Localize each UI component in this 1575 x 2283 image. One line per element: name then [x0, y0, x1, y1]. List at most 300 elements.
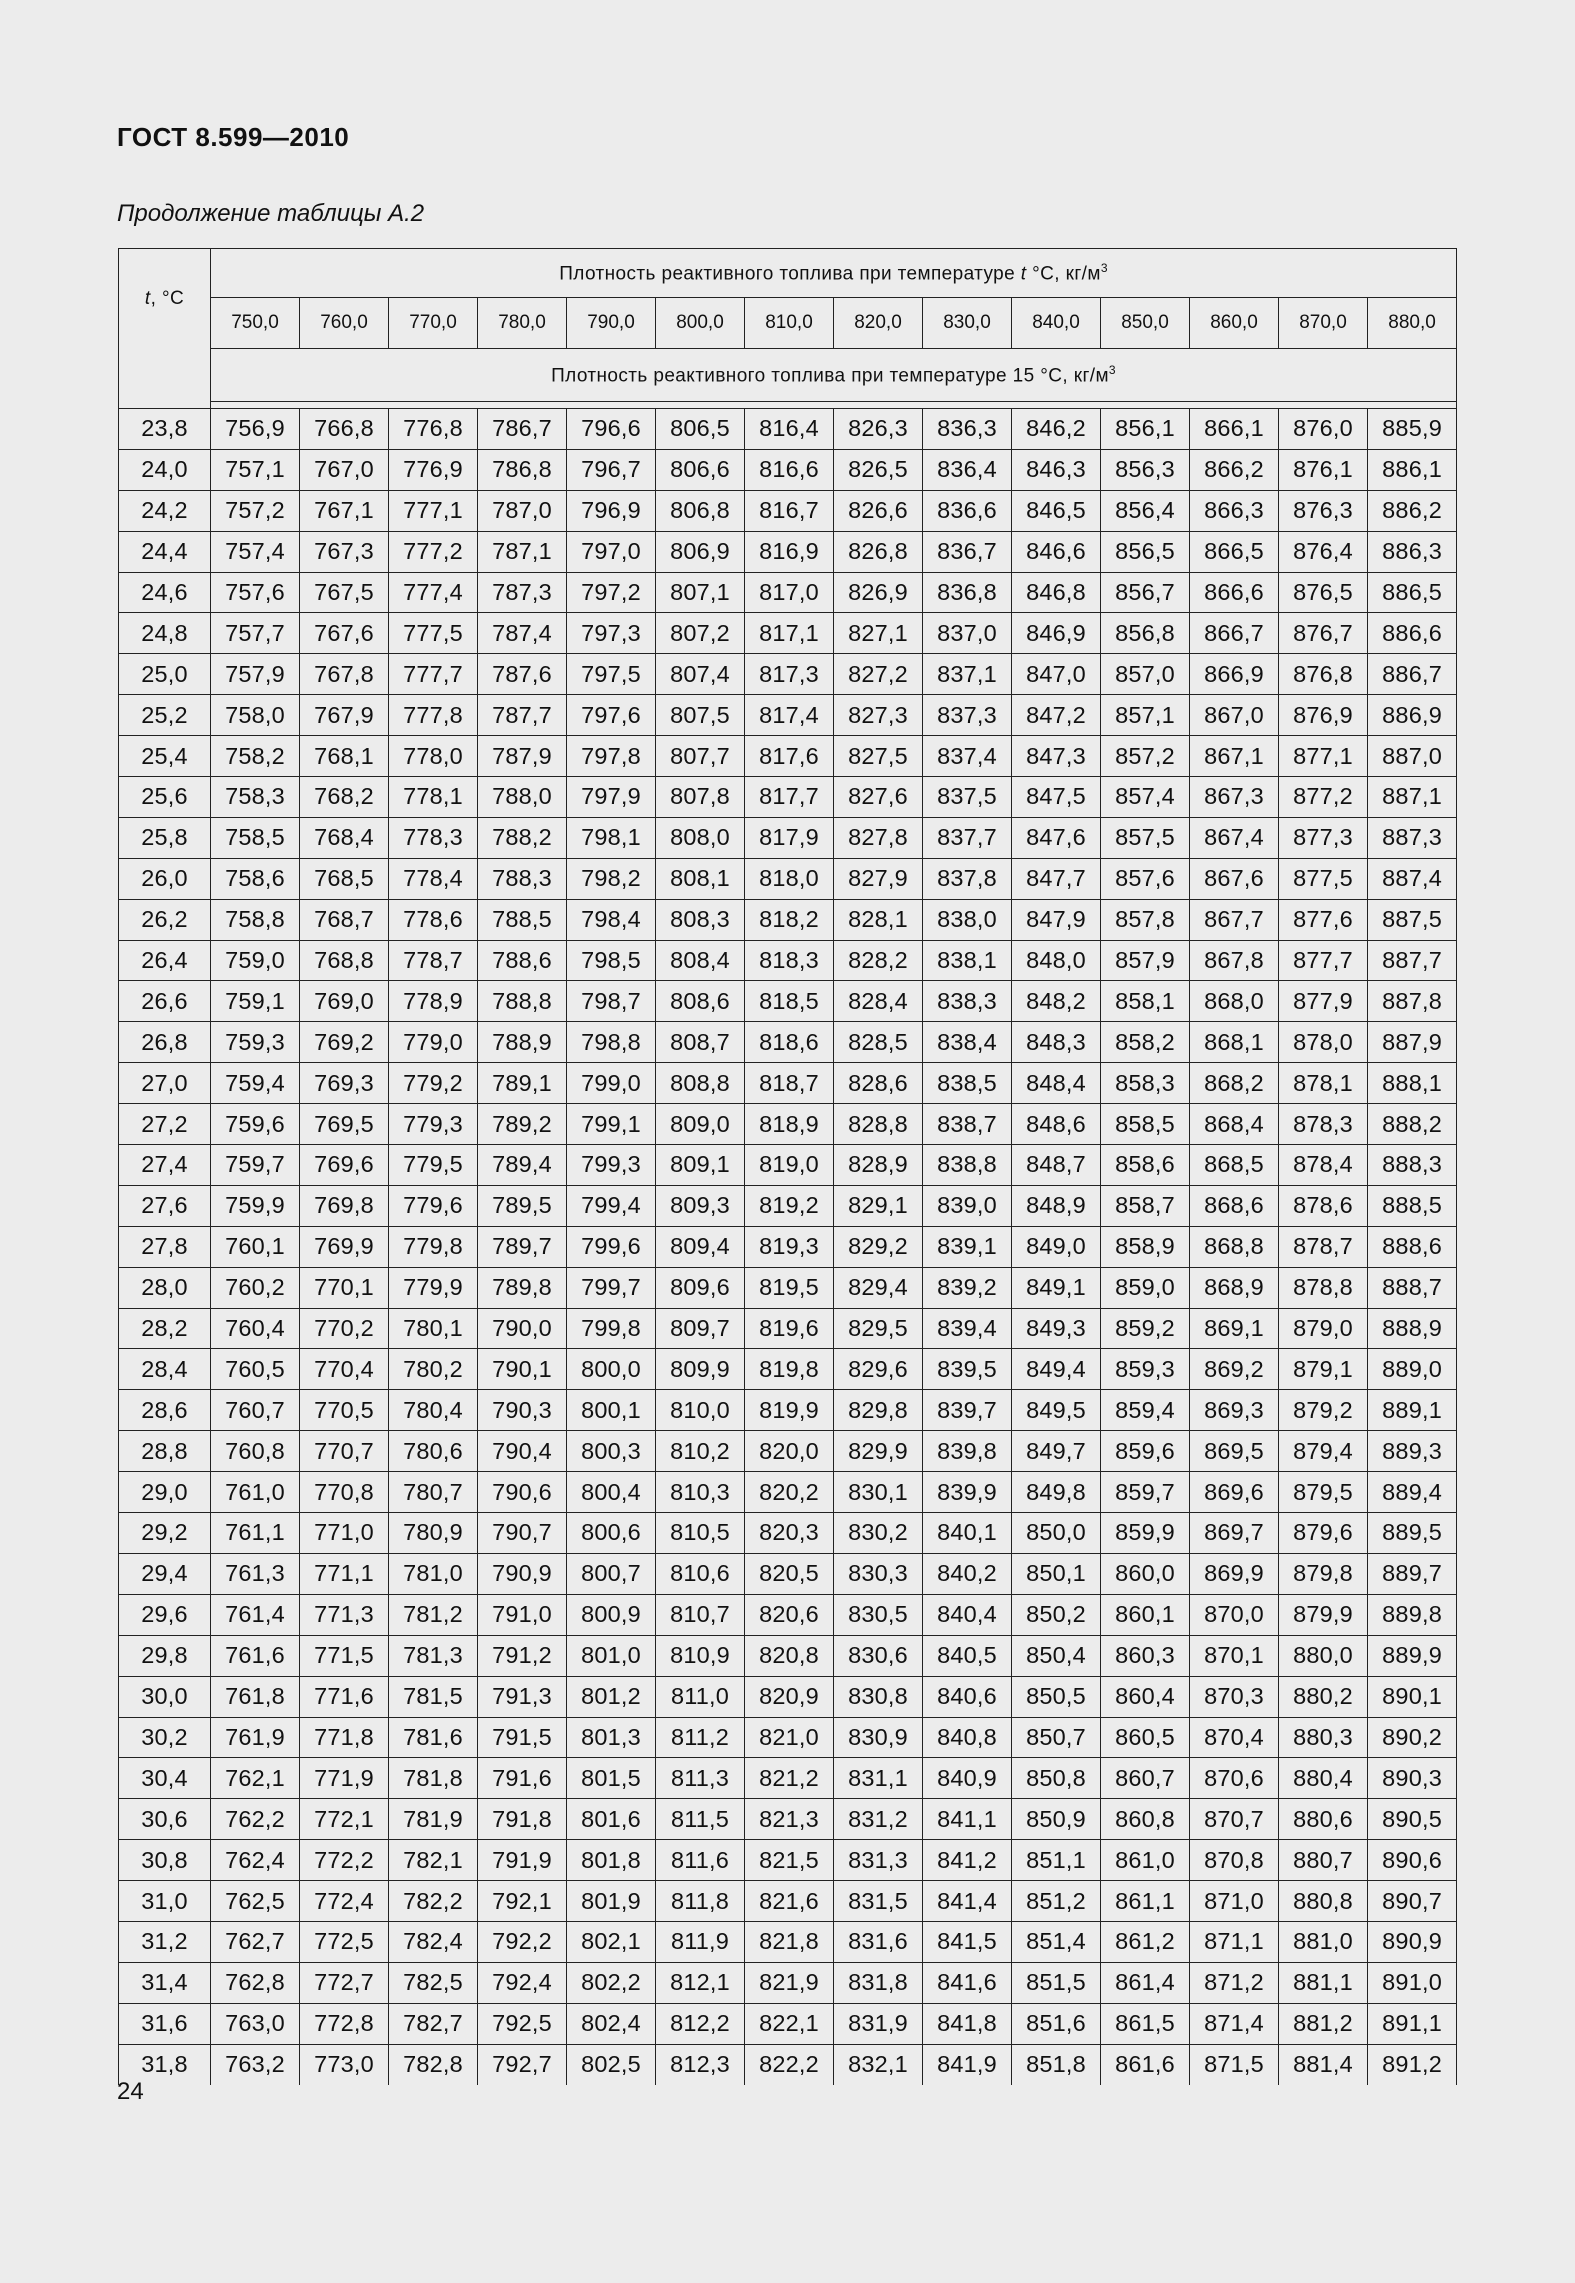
density-cell: 841,4 [923, 1881, 1012, 1922]
density-cell: 760,7 [211, 1390, 300, 1431]
density-cell: 869,7 [1190, 1513, 1279, 1554]
density-cell: 847,3 [1012, 736, 1101, 777]
table-row [119, 613, 1457, 654]
table-row [119, 1962, 1457, 2003]
density-cell: 889,3 [1368, 1431, 1457, 1472]
density-cell: 806,5 [656, 409, 745, 450]
density-cell: 787,1 [478, 531, 567, 572]
density-cell: 857,2 [1101, 736, 1190, 777]
density-cell: 800,6 [567, 1513, 656, 1554]
temperature-cell: 27,2 [119, 1104, 211, 1145]
temperature-cell: 31,0 [119, 1881, 211, 1922]
temperature-cell: 28,4 [119, 1349, 211, 1390]
density-cell: 859,2 [1101, 1308, 1190, 1349]
density-cell: 850,8 [1012, 1758, 1101, 1799]
density-cell: 778,0 [389, 736, 478, 777]
density-cell: 876,5 [1279, 572, 1368, 613]
table-caption: Продолжение таблицы А.2 [117, 200, 425, 227]
density-cell: 787,7 [478, 695, 567, 736]
density-cell: 769,5 [300, 1104, 389, 1145]
density-cell: 770,5 [300, 1390, 389, 1431]
density-cell: 850,1 [1012, 1553, 1101, 1594]
temperature-cell: 24,0 [119, 449, 211, 490]
column-header-value: 810,0 [745, 298, 834, 349]
density-cell: 870,8 [1190, 1840, 1279, 1881]
density-cell: 786,8 [478, 449, 567, 490]
density-cell: 788,2 [478, 817, 567, 858]
density-cell: 798,1 [567, 817, 656, 858]
table-row [119, 2044, 1457, 2084]
density-cell: 891,0 [1368, 1962, 1457, 2003]
density-cell: 858,5 [1101, 1104, 1190, 1145]
density-cell: 829,8 [834, 1390, 923, 1431]
density-cell: 829,2 [834, 1226, 923, 1267]
density-cell: 792,7 [478, 2044, 567, 2084]
density-cell: 829,6 [834, 1349, 923, 1390]
density-cell: 767,0 [300, 449, 389, 490]
density-cell: 781,5 [389, 1676, 478, 1717]
density-cell: 817,9 [745, 817, 834, 858]
density-cell: 856,7 [1101, 572, 1190, 613]
density-cell: 780,7 [389, 1472, 478, 1513]
density-cell: 891,1 [1368, 2003, 1457, 2044]
density-cell: 822,1 [745, 2003, 834, 2044]
density-cell: 791,0 [478, 1594, 567, 1635]
density-cell: 871,4 [1190, 2003, 1279, 2044]
density-cell: 828,6 [834, 1063, 923, 1104]
density-cell: 819,8 [745, 1349, 834, 1390]
table-row [119, 736, 1457, 777]
density-cell: 818,3 [745, 940, 834, 981]
density-cell: 787,6 [478, 654, 567, 695]
density-cell: 771,5 [300, 1635, 389, 1676]
density-cell: 762,4 [211, 1840, 300, 1881]
temperature-cell: 25,0 [119, 654, 211, 695]
density-cell: 850,7 [1012, 1717, 1101, 1758]
density-cell: 796,7 [567, 449, 656, 490]
density-cell: 777,1 [389, 490, 478, 531]
density-cell: 866,2 [1190, 449, 1279, 490]
density-cell: 827,5 [834, 736, 923, 777]
density-cell: 868,2 [1190, 1063, 1279, 1104]
density-cell: 860,0 [1101, 1553, 1190, 1594]
density-cell: 791,8 [478, 1799, 567, 1840]
density-cell: 792,5 [478, 2003, 567, 2044]
density-cell: 836,3 [923, 409, 1012, 450]
density-cell: 761,9 [211, 1717, 300, 1758]
density-cell: 879,0 [1279, 1308, 1368, 1349]
density-cell: 797,9 [567, 777, 656, 818]
density-cell: 860,4 [1101, 1676, 1190, 1717]
density-cell: 877,7 [1279, 940, 1368, 981]
density-cell: 788,6 [478, 940, 567, 981]
density-cell: 836,6 [923, 490, 1012, 531]
density-cell: 868,9 [1190, 1267, 1279, 1308]
density-cell: 790,3 [478, 1390, 567, 1431]
density-cell: 800,0 [567, 1349, 656, 1390]
density-cell: 869,9 [1190, 1553, 1279, 1594]
density-cell: 890,9 [1368, 1921, 1457, 1962]
density-cell: 771,9 [300, 1758, 389, 1799]
density-cell: 782,7 [389, 2003, 478, 2044]
density-cell: 820,8 [745, 1635, 834, 1676]
density-cell: 789,4 [478, 1145, 567, 1186]
density-cell: 859,3 [1101, 1349, 1190, 1390]
density-cell: 782,8 [389, 2044, 478, 2084]
density-cell: 817,4 [745, 695, 834, 736]
temperature-cell: 27,0 [119, 1063, 211, 1104]
density-cell: 771,6 [300, 1676, 389, 1717]
density-cell: 860,7 [1101, 1758, 1190, 1799]
document-title: ГОСТ 8.599—2010 [117, 122, 350, 152]
temperature-cell: 30,6 [119, 1799, 211, 1840]
table-row [119, 1267, 1457, 1308]
temperature-cell: 24,2 [119, 490, 211, 531]
density-cell: 819,6 [745, 1308, 834, 1349]
density-cell: 829,5 [834, 1308, 923, 1349]
density-cell: 866,5 [1190, 531, 1279, 572]
density-cell: 840,6 [923, 1676, 1012, 1717]
density-cell: 860,8 [1101, 1799, 1190, 1840]
density-cell: 819,9 [745, 1390, 834, 1431]
table-row [119, 1594, 1457, 1635]
density-cell: 779,2 [389, 1063, 478, 1104]
density-cell: 861,5 [1101, 2003, 1190, 2044]
density-cell: 888,6 [1368, 1226, 1457, 1267]
density-cell: 877,5 [1279, 858, 1368, 899]
density-cell: 811,6 [656, 1840, 745, 1881]
density-cell: 846,6 [1012, 531, 1101, 572]
density-cell: 798,7 [567, 981, 656, 1022]
density-cell: 796,6 [567, 409, 656, 450]
density-cell: 851,1 [1012, 1840, 1101, 1881]
density-cell: 867,4 [1190, 817, 1279, 858]
density-cell: 820,5 [745, 1553, 834, 1594]
density-cell: 849,3 [1012, 1308, 1101, 1349]
density-cell: 841,5 [923, 1921, 1012, 1962]
density-cell: 860,3 [1101, 1635, 1190, 1676]
temperature-cell: 27,8 [119, 1226, 211, 1267]
table-row [119, 1513, 1457, 1554]
density-cell: 830,1 [834, 1472, 923, 1513]
density-cell: 779,6 [389, 1185, 478, 1226]
density-cell: 782,5 [389, 1962, 478, 2003]
table-row [119, 1472, 1457, 1513]
column-header-value: 820,0 [834, 298, 923, 349]
density-cell: 767,5 [300, 572, 389, 613]
density-cell: 777,4 [389, 572, 478, 613]
temperature-cell: 28,2 [119, 1308, 211, 1349]
density-cell: 889,1 [1368, 1390, 1457, 1431]
column-header-value: 860,0 [1190, 298, 1279, 349]
density-cell: 776,8 [389, 409, 478, 450]
density-cell: 791,9 [478, 1840, 567, 1881]
density-cell: 778,9 [389, 981, 478, 1022]
density-cell: 817,3 [745, 654, 834, 695]
density-cell: 791,3 [478, 1676, 567, 1717]
density-cell: 761,0 [211, 1472, 300, 1513]
density-cell: 838,7 [923, 1104, 1012, 1145]
density-cell: 801,2 [567, 1676, 656, 1717]
density-cell: 840,5 [923, 1635, 1012, 1676]
density-cell: 839,7 [923, 1390, 1012, 1431]
density-cell: 867,8 [1190, 940, 1279, 981]
density-cell: 807,5 [656, 695, 745, 736]
density-cell: 830,8 [834, 1676, 923, 1717]
density-cell: 890,5 [1368, 1799, 1457, 1840]
density-cell: 836,4 [923, 449, 1012, 490]
density-cell: 778,7 [389, 940, 478, 981]
density-cell: 831,5 [834, 1881, 923, 1922]
density-cell: 880,7 [1279, 1840, 1368, 1881]
density-cell: 831,9 [834, 2003, 923, 2044]
density-cell: 886,3 [1368, 531, 1457, 572]
density-cell: 817,7 [745, 777, 834, 818]
density-cell: 878,3 [1279, 1104, 1368, 1145]
density-cell: 778,3 [389, 817, 478, 858]
density-cell: 857,0 [1101, 654, 1190, 695]
table-row [119, 1022, 1457, 1063]
density-cell: 757,4 [211, 531, 300, 572]
density-cell: 820,2 [745, 1472, 834, 1513]
density-cell: 857,6 [1101, 858, 1190, 899]
density-cell: 871,1 [1190, 1921, 1279, 1962]
temperature-cell: 29,0 [119, 1472, 211, 1513]
temperature-symbol: t [144, 287, 151, 309]
density-cell: 859,4 [1101, 1390, 1190, 1431]
density-cell: 829,4 [834, 1267, 923, 1308]
table-row [119, 1349, 1457, 1390]
density-cell: 789,5 [478, 1185, 567, 1226]
table-row [119, 1840, 1457, 1881]
density-cell: 782,2 [389, 1881, 478, 1922]
density-cell: 789,1 [478, 1063, 567, 1104]
density-cell: 768,8 [300, 940, 389, 981]
density-cell: 887,1 [1368, 777, 1457, 818]
density-cell: 810,0 [656, 1390, 745, 1431]
table-row [119, 1145, 1457, 1186]
density-cell: 790,7 [478, 1513, 567, 1554]
density-cell: 773,0 [300, 2044, 389, 2084]
density-cell: 761,6 [211, 1635, 300, 1676]
density-cell: 806,8 [656, 490, 745, 531]
density-cell: 851,2 [1012, 1881, 1101, 1922]
density-cell: 858,6 [1101, 1145, 1190, 1186]
density-cell: 839,5 [923, 1349, 1012, 1390]
density-cell: 772,2 [300, 1840, 389, 1881]
density-cell: 777,7 [389, 654, 478, 695]
column-header-value: 780,0 [478, 298, 567, 349]
density-cell: 820,3 [745, 1513, 834, 1554]
density-cell: 762,1 [211, 1758, 300, 1799]
density-cell: 837,5 [923, 777, 1012, 818]
density-cell: 818,2 [745, 899, 834, 940]
density-cell: 861,2 [1101, 1921, 1190, 1962]
density-cell: 886,9 [1368, 695, 1457, 736]
table-row [119, 1758, 1457, 1799]
table-row [119, 695, 1457, 736]
density-cell: 847,6 [1012, 817, 1101, 858]
density-cell: 788,3 [478, 858, 567, 899]
density-cell: 808,1 [656, 858, 745, 899]
density-cell: 886,1 [1368, 449, 1457, 490]
density-cell: 877,1 [1279, 736, 1368, 777]
density-cell: 890,3 [1368, 1758, 1457, 1799]
density-cell: 866,3 [1190, 490, 1279, 531]
density-cell: 771,0 [300, 1513, 389, 1554]
density-cell: 869,6 [1190, 1472, 1279, 1513]
density-cell: 841,2 [923, 1840, 1012, 1881]
density-cell: 812,1 [656, 1962, 745, 2003]
density-cell: 858,3 [1101, 1063, 1190, 1104]
table-row [119, 1635, 1457, 1676]
table-row [119, 1431, 1457, 1472]
density-cell: 838,5 [923, 1063, 1012, 1104]
density-cell: 758,8 [211, 899, 300, 940]
table-row [119, 1717, 1457, 1758]
density-cell: 807,2 [656, 613, 745, 654]
density-cell: 788,9 [478, 1022, 567, 1063]
density-cell: 869,3 [1190, 1390, 1279, 1431]
density-cell: 816,7 [745, 490, 834, 531]
density-cell: 840,4 [923, 1594, 1012, 1635]
density-cell: 869,1 [1190, 1308, 1279, 1349]
density-cell: 796,9 [567, 490, 656, 531]
density-cell: 856,4 [1101, 490, 1190, 531]
density-cell: 771,8 [300, 1717, 389, 1758]
density-cell: 811,2 [656, 1717, 745, 1758]
column-header-value: 800,0 [656, 298, 745, 349]
density-cell: 826,6 [834, 490, 923, 531]
density-cell: 837,1 [923, 654, 1012, 695]
density-cell: 770,4 [300, 1349, 389, 1390]
density-cell: 851,6 [1012, 2003, 1101, 2044]
density-cell: 876,0 [1279, 409, 1368, 450]
density-cell: 887,0 [1368, 736, 1457, 777]
density-cell: 781,3 [389, 1635, 478, 1676]
density-table [118, 248, 1457, 2085]
density-cell: 887,3 [1368, 817, 1457, 858]
density-cell: 880,2 [1279, 1676, 1368, 1717]
density-cell: 808,3 [656, 899, 745, 940]
density-cell: 801,8 [567, 1840, 656, 1881]
table-row [119, 572, 1457, 613]
table-row [119, 654, 1457, 695]
density-cell: 841,1 [923, 1799, 1012, 1840]
density-cell: 816,9 [745, 531, 834, 572]
density-cell: 757,1 [211, 449, 300, 490]
density-cell: 788,5 [478, 899, 567, 940]
density-cell: 799,4 [567, 1185, 656, 1226]
density-cell: 870,3 [1190, 1676, 1279, 1717]
density-cell: 879,2 [1279, 1390, 1368, 1431]
temperature-cell: 25,2 [119, 695, 211, 736]
density-cell: 827,3 [834, 695, 923, 736]
temperature-cell: 25,6 [119, 777, 211, 818]
table-row [119, 1921, 1457, 1962]
density-cell: 820,9 [745, 1676, 834, 1717]
density-cell: 807,4 [656, 654, 745, 695]
column-header-value: 870,0 [1279, 298, 1368, 349]
density-cell: 832,1 [834, 2044, 923, 2084]
density-cell: 763,0 [211, 2003, 300, 2044]
density-cell: 800,7 [567, 1553, 656, 1594]
density-cell: 769,9 [300, 1226, 389, 1267]
density-at-15-header: Плотность реактивного топлива при температуре 15 °С, $кг/м^3$ [211, 349, 1457, 402]
density-cell: 851,8 [1012, 2044, 1101, 2084]
density-cell: 768,2 [300, 777, 389, 818]
density-cell: 769,2 [300, 1022, 389, 1063]
column-header-value: 850,0 [1101, 298, 1190, 349]
density-cell: 841,8 [923, 2003, 1012, 2044]
density-cell: 881,1 [1279, 1962, 1368, 2003]
temperature-cell: 29,8 [119, 1635, 211, 1676]
density-cell: 759,1 [211, 981, 300, 1022]
density-cell: 791,2 [478, 1635, 567, 1676]
density-cell: 839,0 [923, 1185, 1012, 1226]
density-cell: 841,6 [923, 1962, 1012, 2003]
density-cell: 876,1 [1279, 449, 1368, 490]
density-cell: 770,8 [300, 1472, 389, 1513]
density-cell: 821,3 [745, 1799, 834, 1840]
density-cell: 760,4 [211, 1308, 300, 1349]
density-cell: 848,0 [1012, 940, 1101, 981]
table-row [119, 1063, 1457, 1104]
density-cell: 868,4 [1190, 1104, 1279, 1145]
table-row [119, 940, 1457, 981]
density-cell: 763,2 [211, 2044, 300, 2084]
density-cell: 766,8 [300, 409, 389, 450]
table-row [119, 490, 1457, 531]
density-cell: 889,0 [1368, 1349, 1457, 1390]
table-row [119, 777, 1457, 818]
table-row [119, 1799, 1457, 1840]
temperature-cell: 31,6 [119, 2003, 211, 2044]
density-cell: 858,9 [1101, 1226, 1190, 1267]
table-row [119, 858, 1457, 899]
density-cell: 876,3 [1279, 490, 1368, 531]
density-cell: 812,2 [656, 2003, 745, 2044]
density-cell: 769,8 [300, 1185, 389, 1226]
density-cell: 787,4 [478, 613, 567, 654]
density-cell: 838,8 [923, 1145, 1012, 1186]
density-cell: 771,3 [300, 1594, 389, 1635]
density-cell: 849,7 [1012, 1431, 1101, 1472]
temperature-cell: 28,6 [119, 1390, 211, 1431]
density-cell: 851,5 [1012, 1962, 1101, 2003]
table-row [119, 449, 1457, 490]
temperature-cell: 24,6 [119, 572, 211, 613]
density-cell: 809,4 [656, 1226, 745, 1267]
table-row [119, 817, 1457, 858]
density-cell: 811,8 [656, 1881, 745, 1922]
density-cell: 797,2 [567, 572, 656, 613]
density-cell: 757,2 [211, 490, 300, 531]
density-cell: 838,4 [923, 1022, 1012, 1063]
table-row [119, 409, 1457, 450]
density-cell: 840,1 [923, 1513, 1012, 1554]
density-cell: 838,3 [923, 981, 1012, 1022]
density-cell: 859,0 [1101, 1267, 1190, 1308]
page-number: 24 [117, 2078, 144, 2105]
density-cell: 779,8 [389, 1226, 478, 1267]
density-cell: 828,4 [834, 981, 923, 1022]
density-cell: 760,2 [211, 1267, 300, 1308]
table-row [119, 1185, 1457, 1226]
density-cell: 760,5 [211, 1349, 300, 1390]
density-cell: 826,5 [834, 449, 923, 490]
density-cell: 846,2 [1012, 409, 1101, 450]
